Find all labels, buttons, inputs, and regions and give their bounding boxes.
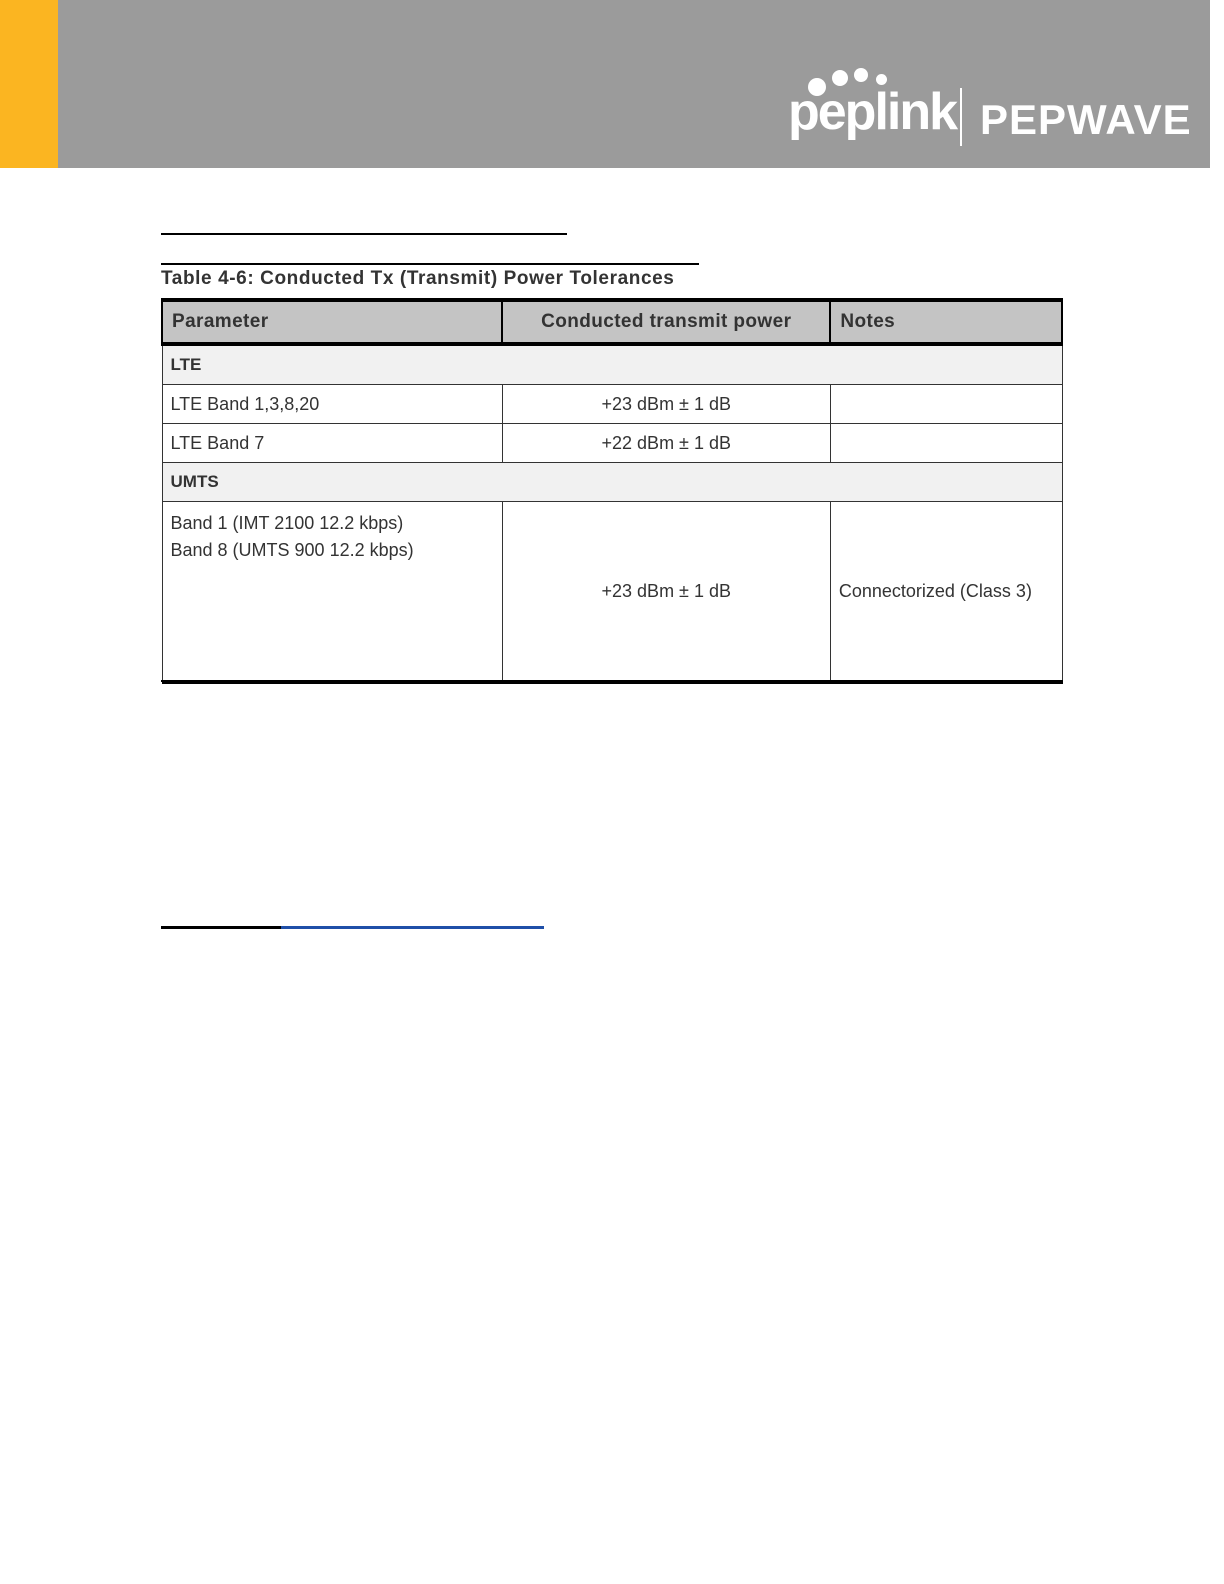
- table-row: [162, 424, 1062, 463]
- header-parameter: Parameter: [162, 300, 502, 344]
- header-notes: Notes: [830, 300, 1062, 344]
- cell-parameter: LTE Band 1,3,8,20: [162, 385, 502, 424]
- logo-pepwave: PEPWAVE: [980, 96, 1192, 143]
- cell-power: +23 dBm ± 1 dB: [502, 385, 830, 424]
- section-rule: [161, 233, 567, 235]
- group-label: UMTS: [162, 463, 1062, 502]
- brand-logo: [786, 62, 1192, 152]
- tx-power-table: [161, 298, 1063, 684]
- header-power: Conducted transmit power: [502, 300, 830, 344]
- page-header: [0, 0, 1210, 168]
- table-bottom-rule: [161, 680, 1063, 682]
- parameter-line: Band 8 (UMTS 900 12.2 kbps): [170, 540, 414, 560]
- table-row: [162, 502, 1062, 683]
- cell-power: +22 dBm ± 1 dB: [502, 424, 830, 463]
- cell-parameter: LTE Band 7: [162, 424, 502, 463]
- group-row-umts: [162, 463, 1062, 502]
- table-header-row: [162, 300, 1062, 344]
- table-row: [162, 385, 1062, 424]
- group-label: LTE: [162, 344, 1062, 385]
- cell-notes: [830, 385, 1062, 424]
- cell-notes: Connectorized (Class 3): [830, 502, 1062, 683]
- link-rule-blue: [281, 926, 544, 929]
- cell-parameter: [162, 502, 502, 683]
- logo-peplink: peplink: [788, 83, 957, 141]
- logo-divider: [960, 88, 962, 146]
- caption-rule: [161, 263, 699, 265]
- table-caption: Table 4-6: Conducted Tx (Transmit) Power Tolerances: [161, 268, 675, 289]
- header-accent-bar: [0, 0, 58, 168]
- parameter-line: Band 1 (IMT 2100 12.2 kbps): [170, 513, 404, 533]
- cell-power: +23 dBm ± 1 dB: [502, 502, 830, 683]
- group-row-lte: [162, 344, 1062, 385]
- link-rule-dark: [161, 926, 281, 929]
- cell-notes: [830, 424, 1062, 463]
